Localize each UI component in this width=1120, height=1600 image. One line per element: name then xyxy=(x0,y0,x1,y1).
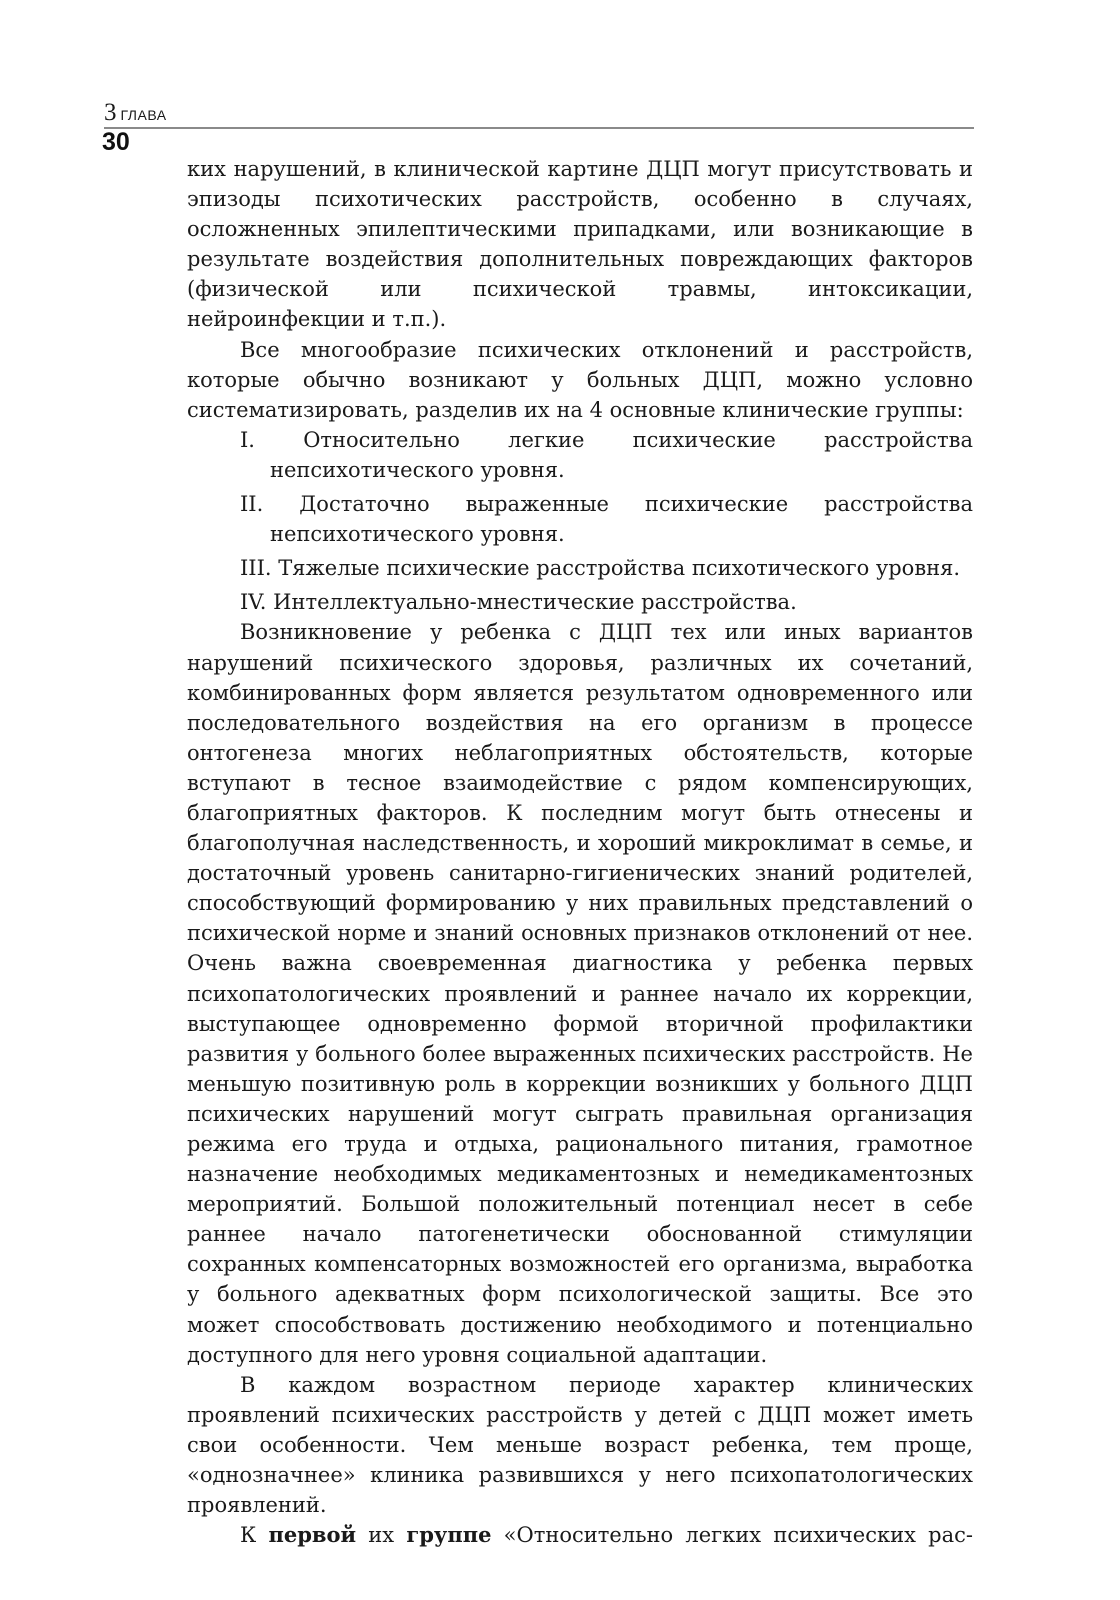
paragraph-5-mid: их xyxy=(356,1523,407,1548)
list-item-1: I. Относительно легкие психические расстройства непсихотического уровня. xyxy=(240,427,973,482)
page-number: 30 xyxy=(102,128,130,156)
paragraph-2: Все многообразие психических отклонений и расстройств, которые обычно возникают у больных ДЦП, можно условно систематизировать, разделив их на 4 основные клинические группы: xyxy=(187,337,973,422)
body-text xyxy=(187,154,973,1550)
chapter-number: 3 xyxy=(104,99,117,126)
header-rule xyxy=(104,127,974,129)
paragraph-5-tail: «Относительно легких психических рас- xyxy=(491,1523,973,1548)
paragraph-1: ких нарушений, в клинической картине ДЦП могут присутствовать и эпизоды психотических расстройств, особенно в случаях, осложненных эпилептическими припадками, или возникающие в результате воздействия дополнительных повреждающих факторов (физической или психической травмы, интоксикации, нейроинфекции и т.п.). xyxy=(187,157,973,332)
paragraph-5-bold-first: первой xyxy=(268,1522,357,1548)
list-item-3: III. Тяжелые психические расстройства психотического уровня. xyxy=(240,556,961,581)
paragraph-3: Возникновение у ребенка с ДЦП тех или иных вариантов нарушений психического здоровья, различных их сочетаний, комбинированных форм является результатом одновременного или последовательного воздействия на его организм в процессе онтогенеза многих неблагоприятных обстоятельств, которые вступают в тесное взаимодействие с рядом компенсирующих, благоприятных факторов. К последним могут быть отнесены и благополучная наследственность, и хороший микроклимат в семье, и достаточный уровень санитарно-гигиенических знаний родителей, способствующий формированию у них правильных представлений о психической норме и знаний основных признаков отклонений от нее. Очень важна своевременная диагностика у ребенка первых психопатологических проявлений и раннее начало их коррекции, выступающее одновременно формой вторичной профилактики развития у больного более выраженных психических расстройств. Не меньшую позитивную роль в коррекции возникших у больного ДЦП психических нарушений могут сыграть правильная организация режима его труда и отдыха, рационального питания, грамотное назначение необходимых медикаментозных и немедикаментозных мероприятий. Большой положительный потенциал несет в себе раннее начало патогенетически обоснованной стимуляции сохранных компенсаторных возможностей его организма, выработка у больного адекватных форм психологической защиты. Все это может способствовать достижению необходимого и потенциально доступного для него уровня социальной адаптации. xyxy=(187,620,973,1367)
paragraph-4: В каждом возрастном периоде характер клинических проявлений психических расстройств у детей с ДЦП может иметь свои особенности. Чем меньше возраст ребенка, тем проще, «однозначнее» клиника развившихся у него психопатологических проявлений. xyxy=(187,1372,973,1518)
paragraph-5-bold-group: группе xyxy=(406,1522,492,1548)
list-item-4: IV. Интеллектуально-мнестические расстройства. xyxy=(240,590,797,615)
list-item-2: II. Достаточно выраженные психические расстройства непсихотического уровня. xyxy=(240,492,973,547)
paragraph-5 xyxy=(187,1520,973,1550)
chapter-word: ГЛАВА xyxy=(120,107,167,123)
running-head xyxy=(104,100,167,125)
paragraph-5-lead: К xyxy=(240,1523,269,1548)
